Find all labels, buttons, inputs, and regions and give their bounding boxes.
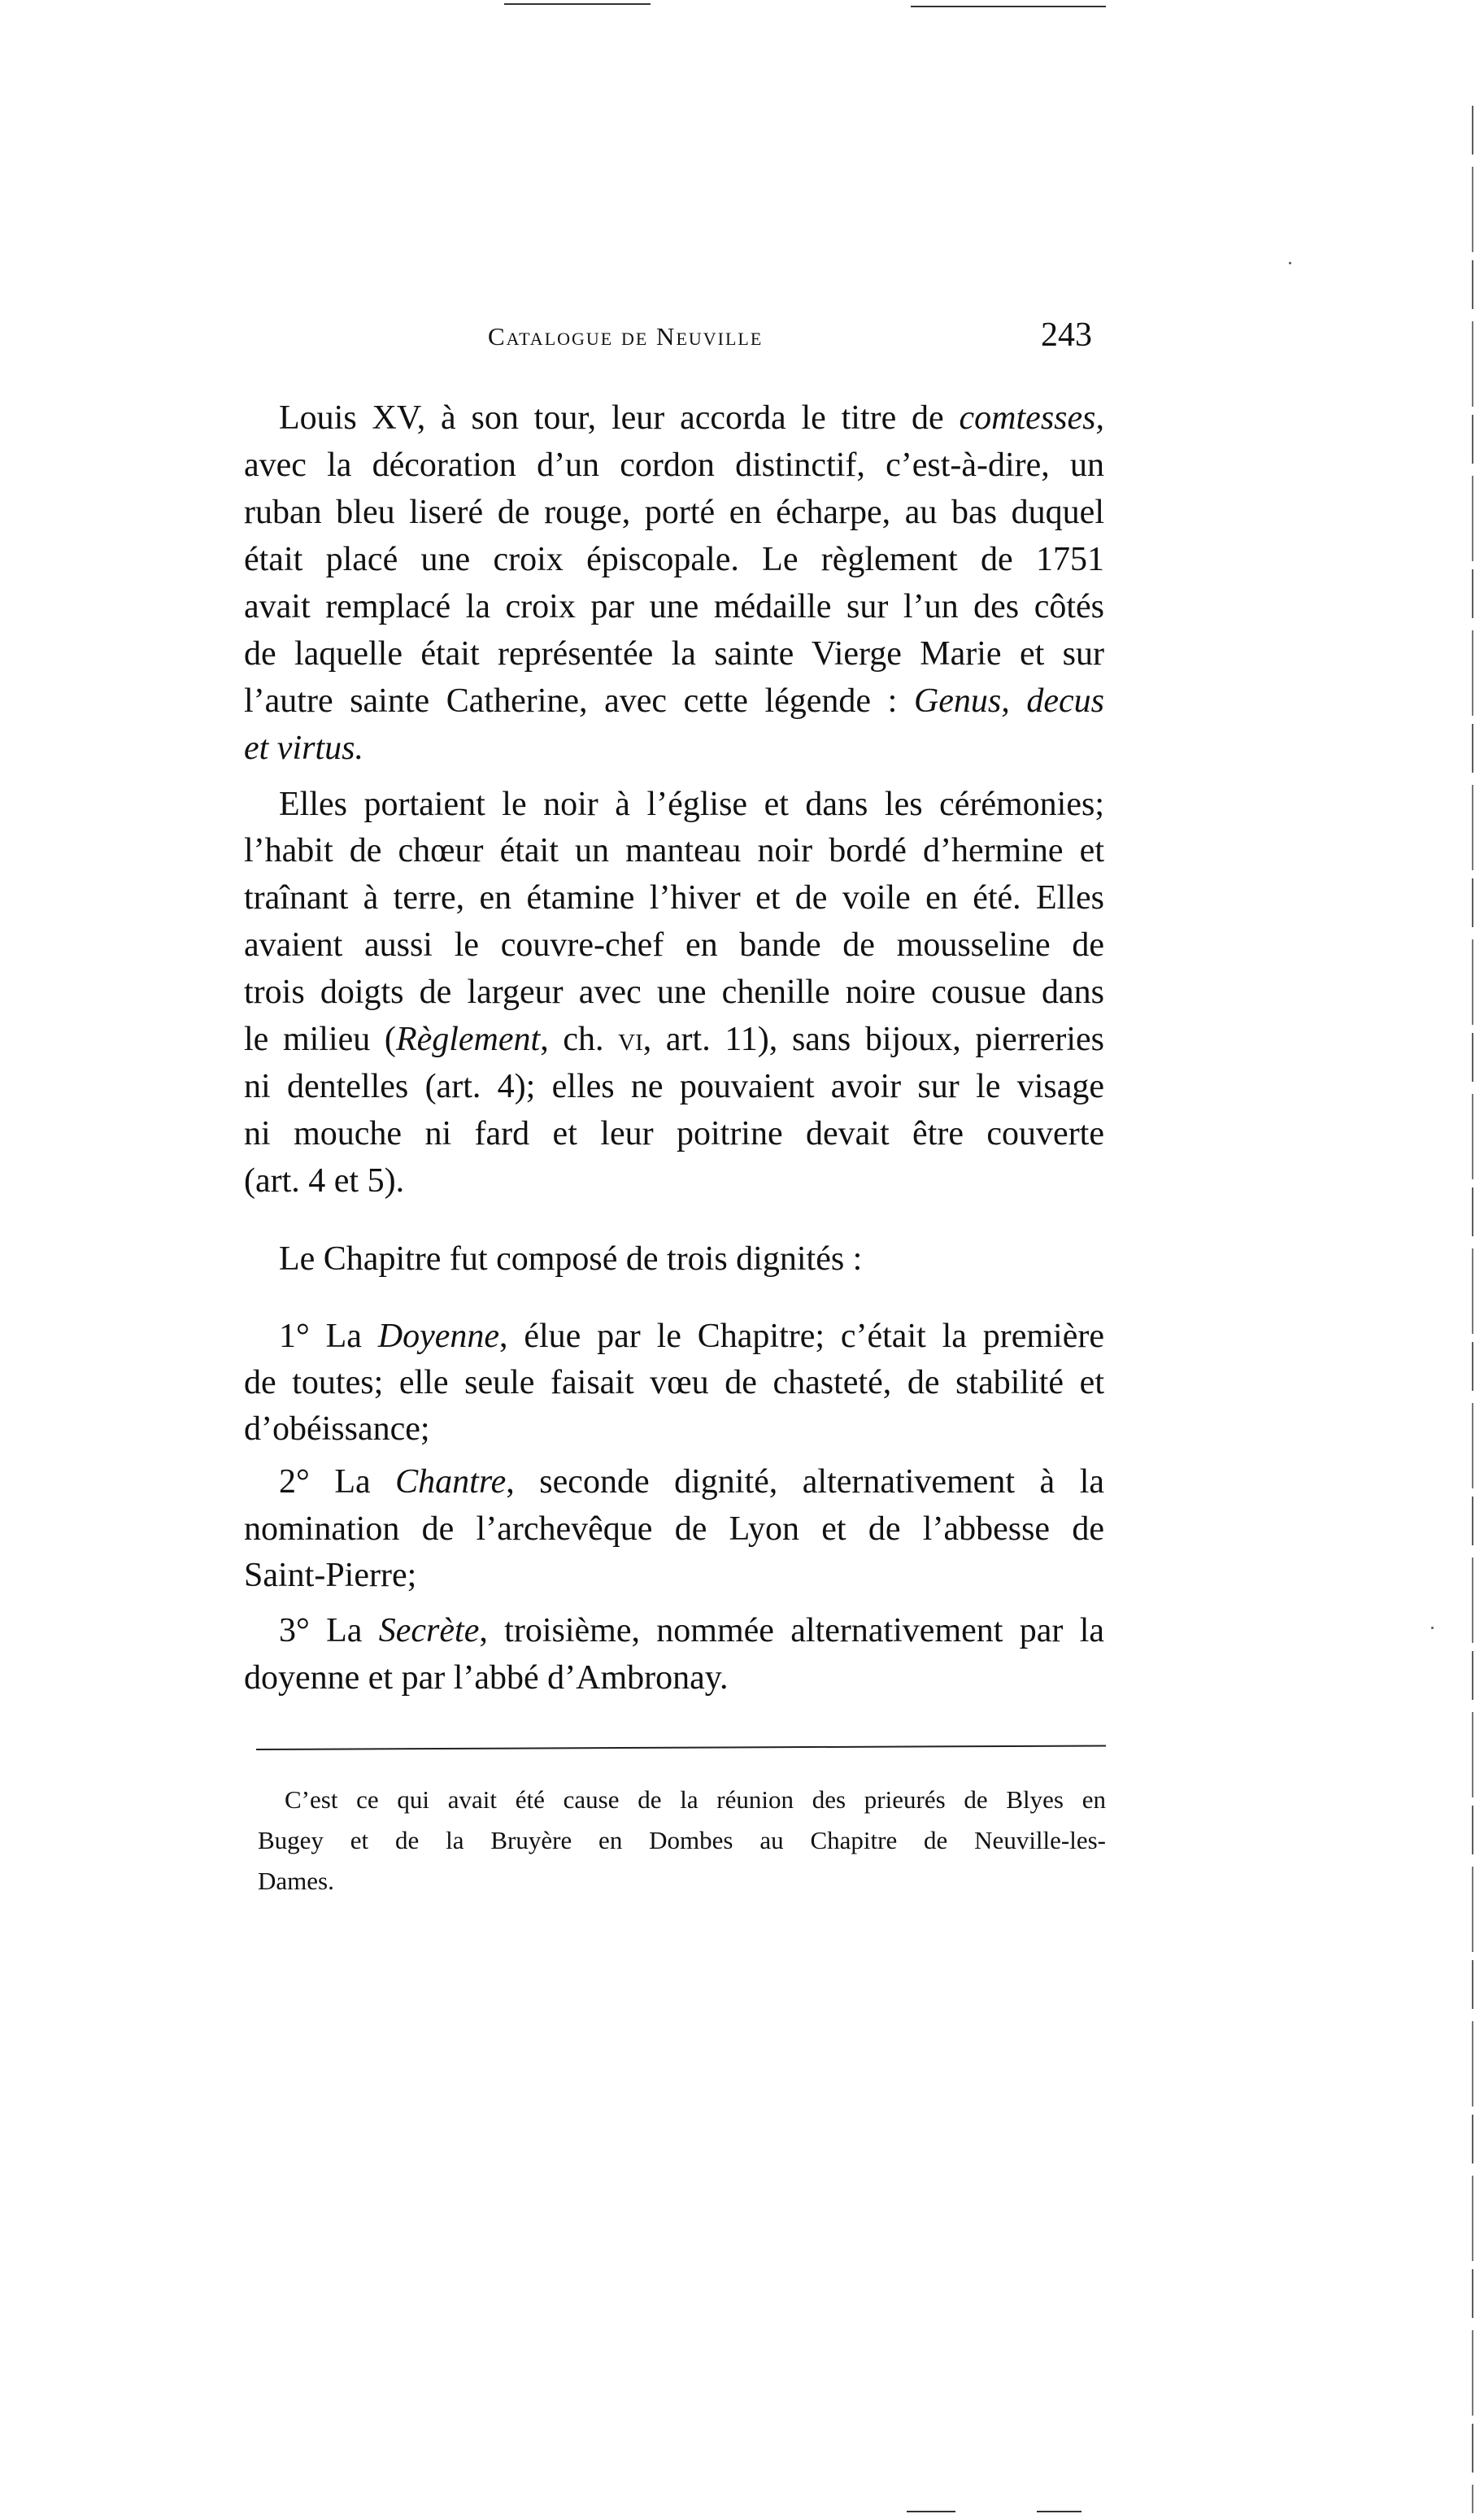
footnote-rule	[256, 1745, 1106, 1750]
italic-text: Secrète	[378, 1612, 480, 1649]
text-line: (art. 4 et 5).	[244, 1162, 405, 1200]
text-line: 2° La Chantre, seconde dignité, alternativement à la	[279, 1463, 1105, 1501]
scan-speck	[1431, 1627, 1434, 1629]
small-caps-text: vi	[618, 1021, 643, 1058]
text-line: l’habit de chœur était un manteau noir bordé d’hermine et	[244, 832, 1104, 869]
page-number: 243	[1041, 316, 1092, 354]
text-line: doyenne et par l’abbé d’Ambronay.	[244, 1659, 729, 1697]
scan-edge-mark	[911, 6, 1106, 7]
footnote-line: C’est ce qui avait été cause de la réunion des prieurés de Blyes en	[285, 1785, 1106, 1814]
text-line: ni dentelles (art. 4); elles ne pouvaient avoir sur le visage	[244, 1068, 1104, 1105]
text-line: 1° La Doyenne, élue par le Chapitre; c’était la première	[279, 1318, 1104, 1355]
text-line: Saint-Pierre;	[244, 1557, 417, 1594]
text-line: Louis XV, à son tour, leur accorda le titre de comtesses,	[279, 399, 1104, 437]
text-line	[244, 725, 1104, 772]
text-line: 3° La Secrète, troisième, nommée alternativement par la	[279, 1612, 1105, 1649]
text-line: avait remplacé la croix par une médaille sur l’un des côtés	[244, 588, 1104, 625]
text-line: le milieu (Règlement, ch. vi, art. 11), sans bijoux, pierreries	[244, 1021, 1104, 1058]
running-title: Catalogue de Neuville	[488, 322, 764, 351]
text-line: ni mouche ni fard et leur poitrine devait être couverte	[244, 1115, 1104, 1152]
footnote-line: Dames.	[258, 1867, 334, 1895]
italic-text: Doyenne	[377, 1318, 500, 1355]
scan-edge-line	[1472, 106, 1473, 2513]
text-line: trois doigts de largeur avec une chenille noire cousue dans	[244, 974, 1104, 1011]
italic-text: comtesses,	[959, 399, 1104, 437]
text-line: nomination de l’archevêque de Lyon et de l’abbesse de	[244, 1510, 1104, 1548]
text-line: Elles portaient le noir à l’église et dans les cérémonies;	[279, 786, 1104, 823]
footnote-line: Bugey et de la Bruyère en Dombes au Chapitre de Neuville-les-	[258, 1826, 1106, 1854]
italic-text: et virtus.	[244, 730, 363, 767]
scan-edge-mark	[907, 2511, 955, 2512]
text-line: d’obéissance;	[244, 1410, 430, 1448]
text-line: ruban bleu liseré de rouge, porté en écharpe, au bas duquel	[244, 494, 1104, 531]
scan-speck	[1289, 262, 1291, 264]
scan-edge-mark	[504, 3, 651, 5]
text-line: traînant à terre, en étamine l’hiver et de voile en été. Elles	[244, 879, 1104, 917]
text-line: de toutes; elle seule faisait vœu de chasteté, de stabilité et	[244, 1364, 1104, 1401]
italic-text: Règlement	[395, 1021, 541, 1058]
scan-edge-mark	[1037, 2511, 1081, 2512]
italic-text: Genus,	[913, 682, 1010, 720]
text-line: l’autre sainte Catherine, avec cette légende : Genus, decus	[244, 682, 1104, 720]
italic-text: Chantre	[395, 1463, 507, 1501]
text-line: avaient aussi le couvre-chef en bande de mousseline de	[244, 926, 1104, 964]
text-line: de laquelle était représentée la sainte Vierge Marie et sur	[244, 635, 1104, 673]
text-line: avec la décoration d’un cordon distinctif, c’est-à-dire, un	[244, 447, 1104, 484]
italic-text: decus	[1026, 682, 1104, 720]
text-line: Le Chapitre fut composé de trois dignités :	[279, 1240, 863, 1278]
text-line: était placé une croix épiscopale. Le règlement de 1751	[244, 541, 1104, 578]
